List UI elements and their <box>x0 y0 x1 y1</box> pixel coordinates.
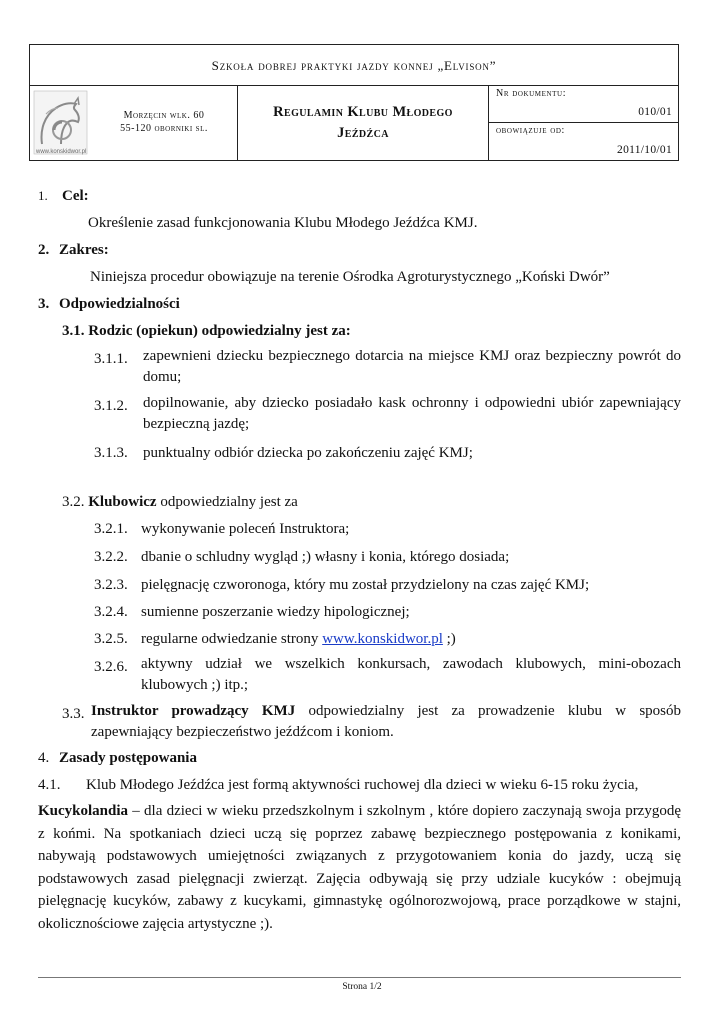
page-number: Strona 1/2 <box>342 982 382 992</box>
section-3-2-bold: Klubowicz <box>88 494 157 510</box>
section-3-3-text <box>91 701 681 743</box>
section-3-2-number: 3.2. <box>62 494 85 510</box>
document-title <box>237 86 489 160</box>
item-3-2-4-text: sumienne poszerzanie wiedzy hipologicznej; <box>141 604 410 620</box>
footer-divider <box>38 977 681 978</box>
item-4-1-number: 4.1. <box>38 777 61 793</box>
item-3-2-4-number: 3.2.4. <box>94 604 128 620</box>
item-3-2-1-text: wykonywanie poleceń Instruktora; <box>141 521 350 537</box>
section-3-1-title: 3.1. Rodzic (opiekun) odpowiedzialny jest za: <box>62 323 351 339</box>
title-line-1: Regulamin Klubu Młodego <box>273 104 453 120</box>
section-3-3-rest: odpowiedzialny jest za prowadzenie klubu w sposób zapewniający bezpieczeństwo jeźdźcom i koniom. <box>91 703 681 740</box>
item-3-2-5-number: 3.2.5. <box>94 631 128 647</box>
item-3-1-2-number: 3.1.2. <box>94 398 128 414</box>
item-3-1-2-text: dopilnowanie, aby dziecko posiadało kask ochronny i odpowiedni ubiór zapewniający bezpieczną jazdę; <box>143 395 681 432</box>
item-3-2-6-text: aktywny udział we wszelkich konkursach, zawodach klubowych, mini-obozach klubowych ;) itp.; <box>141 656 681 693</box>
school-name: Szkoła dobrej praktyki jazdy konnej „Elvison” <box>30 45 678 86</box>
section-4-number: 4. <box>38 750 50 766</box>
section-3-3-number: 3.3. <box>62 706 85 722</box>
valid-from-cell <box>489 123 678 160</box>
valid-from-label: obowiązuje od: <box>496 125 565 136</box>
item-3-2-5-post: ;) <box>446 631 456 647</box>
item-3-2-6-number: 3.2.6. <box>94 659 128 675</box>
logo-url: www.konskidwor.pl <box>36 149 87 155</box>
item-3-2-3-text: pielęgnację czworonoga, który mu został przydzielony na czas zajęć KMJ; <box>141 577 590 593</box>
item-3-2-3-number: 3.2.3. <box>94 577 128 593</box>
doc-number-label: Nr dokumentu: <box>496 88 567 99</box>
doc-number-cell <box>489 86 678 123</box>
section-1-number: 1. <box>38 188 48 203</box>
item-3-2-1-number: 3.2.1. <box>94 521 128 537</box>
section-3-2-rest: odpowiedzialny jest za <box>160 494 298 510</box>
logo <box>30 86 89 160</box>
item-3-2-5-text <box>141 629 456 649</box>
address <box>114 109 214 135</box>
title-line-2: Jeźdźca <box>337 125 389 141</box>
section-3-3-bold: Instruktor prowadzący KMJ <box>91 703 296 719</box>
item-3-1-3-number: 3.1.3. <box>94 445 128 461</box>
section-3-2-heading <box>62 492 298 512</box>
section-2-number: 2. <box>38 242 50 258</box>
document-meta <box>489 86 678 160</box>
doc-number-value: 010/01 <box>638 106 672 118</box>
kucykolandia-paragraph <box>38 800 681 935</box>
item-3-1-1-text: zapewnieni dziecku bezpiecznego dotarcia na miejsce KMJ oraz bezpieczny powrót do domu; <box>143 348 681 385</box>
section-2-text: Niniejsza procedur obowiązuje na terenie Ośrodka Agroturystycznego „Koński Dwór” <box>90 269 610 285</box>
item-3-2-2-number: 3.2.2. <box>94 549 128 565</box>
item-3-2-2-text: dbanie o schludny wygląd ;) własny i konia, którego dosiada; <box>141 549 510 565</box>
address-line-1: Morzęcin wlk. 60 <box>123 110 205 121</box>
section-1-title: Cel: <box>62 188 89 204</box>
section-1-text: Określenie zasad funkcjonowania Klubu Młodego Jeźdźca KMJ. <box>88 215 478 231</box>
website-link[interactable]: www.konskidwor.pl <box>322 631 443 647</box>
section-2-title: Zakres: <box>59 242 109 258</box>
section-3-title: Odpowiedzialności <box>59 296 180 312</box>
document-header <box>29 44 679 161</box>
item-3-1-1-number: 3.1.1. <box>94 351 128 367</box>
kucykolandia-bold: Kucykolandia <box>38 803 129 819</box>
section-4-title: Zasady postępowania <box>59 750 197 766</box>
address-line-2: 55-120 oborniki sl. <box>120 123 208 134</box>
item-4-1-text: Klub Młodego Jeźdźca jest formą aktywności ruchowej dla dzieci w wieku 6-15 roku życia, <box>86 777 639 793</box>
section-3-number: 3. <box>38 296 50 312</box>
item-3-1-3-text: punktualny odbiór dziecka po zakończeniu zajęć KMJ; <box>143 445 473 461</box>
kucykolandia-text: – dla dzieci w wieku przedszkolnym i szkolnym , które dopiero zaczynają swoja przygodę z końmi. Na spotkaniach dzieci uczą się poprzez zabawę bezpiecznego postępowania z konikami, nabywają podstawowych umiejętności związanych z przygotowaniem konia do jazdy, uczą się podstawowych zasad pielęgnacji zwierząt. Zajęcia odbywają się przy udziale kucyków : obejmują pielęgnację kucyków, zabawy z kucykami, gimnastykę ogólnorozwojową, prace porządkowe w stajni, okolicznościowe zajęcia artystyczne ;). <box>38 803 682 932</box>
valid-from-value: 2011/10/01 <box>617 144 672 156</box>
item-3-2-5-pre: regularne odwiedzanie strony <box>141 631 319 647</box>
